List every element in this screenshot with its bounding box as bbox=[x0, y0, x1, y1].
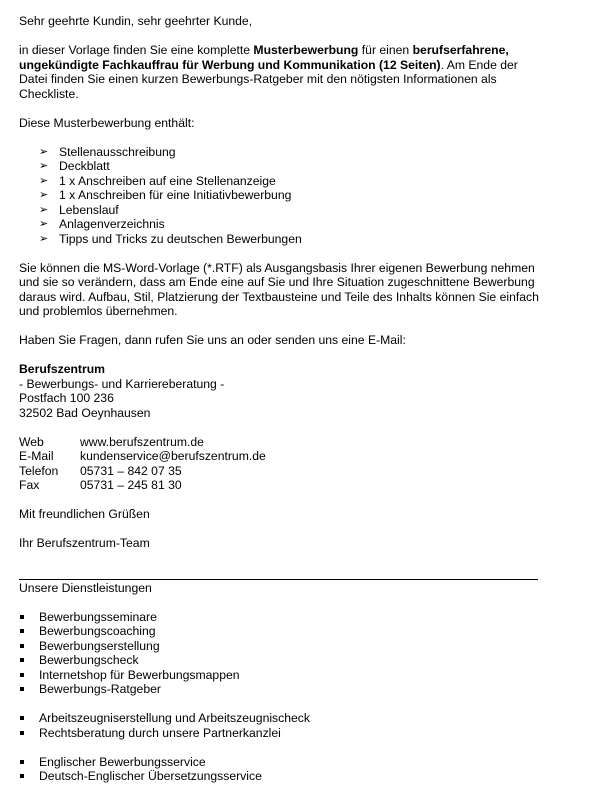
arrow-bullet-icon: ➢ bbox=[39, 145, 49, 158]
list-item bbox=[39, 145, 539, 160]
company-name: Berufszentrum bbox=[19, 362, 106, 376]
contact-phone-value: 05731 – 842 07 35 bbox=[80, 463, 182, 478]
intro-bold-2: berufserfahrene, ungekündigte Fachkauffrau für Werbung und Kommunikation (12 Seiten) bbox=[19, 43, 509, 72]
square-bullet-icon bbox=[20, 615, 24, 619]
list-item bbox=[19, 769, 539, 784]
list-item-label: Deutsch-Englischer Übersetzungsservice bbox=[39, 769, 262, 783]
services-list-3 bbox=[19, 755, 539, 784]
list-item-label: Englischer Bewerbungsservice bbox=[39, 754, 206, 769]
square-bullet-icon bbox=[20, 658, 24, 662]
list-item bbox=[19, 726, 539, 741]
square-bullet-icon bbox=[20, 644, 24, 648]
list-item bbox=[19, 755, 539, 770]
document-page bbox=[19, 14, 539, 784]
contact-row-fax bbox=[19, 478, 266, 493]
list-item-label: 1 x Anschreiben für eine Initiativbewerbung bbox=[59, 188, 292, 202]
services-list-2 bbox=[19, 711, 539, 740]
arrow-bullet-icon: ➢ bbox=[39, 189, 49, 201]
arrow-bullet-icon: ➢ bbox=[39, 232, 49, 245]
contents-heading: Diese Musterbewerbung enthält: bbox=[19, 115, 195, 130]
list-item-label: Bewerbungs-Ratgeber bbox=[39, 682, 161, 696]
square-bullet-icon bbox=[20, 774, 24, 778]
contact-label: Web bbox=[19, 434, 44, 449]
company-tagline: - Bewerbungs- und Karriereberatung - bbox=[19, 376, 225, 391]
contact-row-web bbox=[19, 435, 266, 450]
intro-paragraph bbox=[19, 43, 539, 101]
list-item-label: Tipps und Tricks zu deutschen Bewerbungen bbox=[59, 231, 302, 246]
contact-table bbox=[19, 435, 266, 493]
list-item bbox=[19, 682, 539, 697]
list-item-label: Anlagenverzeichnis bbox=[59, 217, 165, 231]
list-item bbox=[19, 624, 539, 639]
address-line-1: Postfach 100 236 bbox=[19, 391, 114, 405]
contact-label: Fax bbox=[19, 478, 40, 492]
list-item bbox=[39, 159, 539, 174]
list-item-label: Deckblatt bbox=[59, 159, 110, 173]
contact-row-phone bbox=[19, 464, 266, 479]
list-item-label: Arbeitszeugniserstellung und Arbeitszeugnischeck bbox=[39, 711, 310, 725]
list-item bbox=[39, 217, 539, 232]
contact-email-link[interactable]: kundenservice@berufszentrum.de bbox=[80, 449, 266, 463]
arrow-bullet-icon: ➢ bbox=[39, 218, 49, 230]
list-item-label: Bewerbungsseminare bbox=[39, 609, 157, 624]
list-item bbox=[19, 711, 539, 726]
intro-text-2: für einen bbox=[358, 43, 413, 57]
salutation: Sehr geehrte Kundin, sehr geehrter Kunde, bbox=[19, 14, 253, 28]
signature: Ihr Berufszentrum-Team bbox=[19, 536, 150, 550]
arrow-bullet-icon: ➢ bbox=[39, 174, 49, 187]
list-item-label: Bewerbungscheck bbox=[39, 653, 139, 667]
square-bullet-icon bbox=[20, 629, 24, 633]
list-item bbox=[19, 668, 539, 683]
list-item bbox=[39, 188, 539, 203]
square-bullet-icon bbox=[20, 673, 24, 677]
address-line-2: 32502 Bad Oeynhausen bbox=[19, 405, 151, 420]
list-item bbox=[39, 203, 539, 218]
intro-text-3: . Am Ende der Datei finden Sie einen kurzen Bewerbungs-Ratgeber mit den nötigsten Informationen als Checkliste. bbox=[19, 57, 518, 101]
address-block bbox=[19, 362, 539, 420]
square-bullet-icon bbox=[20, 731, 24, 735]
contents-list bbox=[19, 145, 539, 247]
list-item-label: Rechtsberatung durch unsere Partnerkanzlei bbox=[39, 725, 281, 740]
square-bullet-icon bbox=[20, 716, 24, 720]
contact-web-link[interactable]: www.berufszentrum.de bbox=[80, 434, 204, 449]
list-item-label: Stellenausschreibung bbox=[59, 144, 176, 159]
section-divider bbox=[19, 579, 538, 580]
intro-text-1: in dieser Vorlage finden Sie eine komplette bbox=[19, 43, 254, 57]
list-item bbox=[39, 232, 539, 247]
list-item bbox=[19, 610, 539, 625]
contact-fax-value: 05731 – 245 81 30 bbox=[80, 478, 182, 492]
list-item bbox=[39, 174, 539, 189]
list-item-label: Internetshop für Bewerbungsmappen bbox=[39, 667, 240, 682]
services-title: Unsere Dienstleistungen bbox=[19, 580, 152, 595]
closing: Mit freundlichen Grüßen bbox=[19, 507, 150, 521]
square-bullet-icon bbox=[20, 760, 24, 764]
arrow-bullet-icon: ➢ bbox=[39, 160, 49, 172]
list-item-label: Bewerbungscoaching bbox=[39, 624, 156, 638]
contact-row-email bbox=[19, 449, 266, 464]
arrow-bullet-icon: ➢ bbox=[39, 203, 49, 216]
questions-paragraph: Haben Sie Fragen, dann rufen Sie uns an oder senden uns eine E-Mail: bbox=[19, 333, 406, 347]
list-item-label: Bewerbungserstellung bbox=[39, 638, 160, 653]
list-item bbox=[19, 653, 539, 668]
services-list-1 bbox=[19, 610, 539, 697]
square-bullet-icon bbox=[20, 687, 24, 691]
usage-paragraph: Sie können die MS-Word-Vorlage (*.RTF) als Ausgangsbasis Ihrer eigenen Bewerbung nehmen und sie so verändern, dass am Ende eine auf Sie und Ihre Situation zugeschnittene Bewerbung daraus wird. Aufbau, Stil, Platzierung der Textbausteine und Teile des Inhalts können Sie einfach und problemlos übernehmen. bbox=[19, 260, 539, 318]
intro-bold-1: Musterbewerbung bbox=[253, 43, 359, 57]
list-item-label: 1 x Anschreiben auf eine Stellenanzeige bbox=[59, 173, 276, 188]
contact-label: Telefon bbox=[19, 463, 59, 478]
list-item bbox=[19, 639, 539, 654]
list-item-label: Lebenslauf bbox=[59, 202, 119, 217]
contact-label: E-Mail bbox=[19, 449, 54, 463]
